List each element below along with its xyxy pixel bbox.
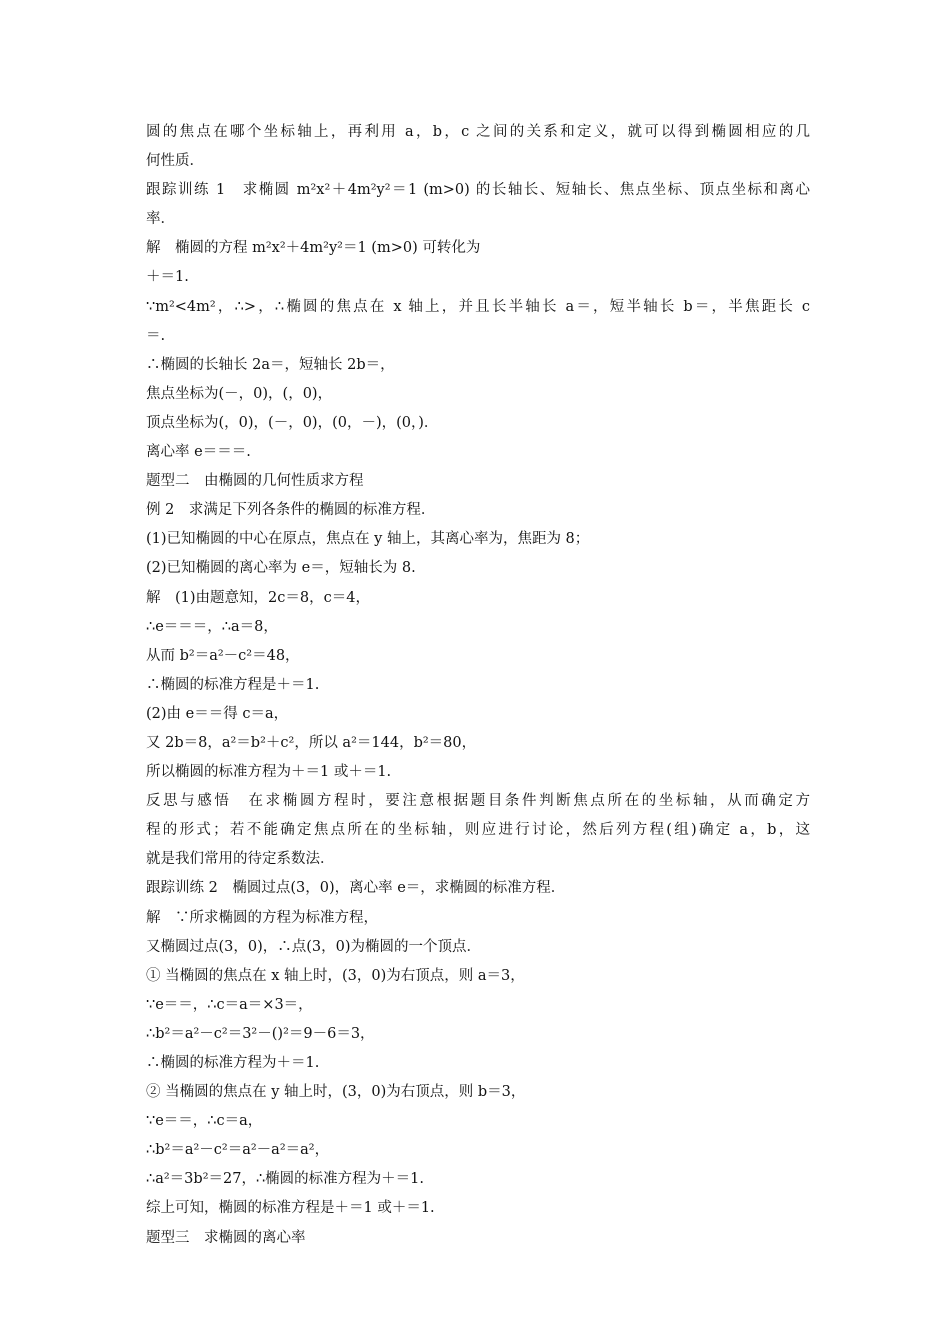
text-line: ＝. <box>146 327 166 344</box>
text-line: ∴e＝＝＝，∴a＝8， <box>146 618 278 635</box>
text-line: 程的形式；若不能确定焦点所在的坐标轴，则应进行讨论，然后列方程(组)确定 a，b，这 <box>146 822 810 839</box>
text-line: 圆的焦点在哪个坐标轴上，再利用 a，b，c 之间的关系和定义，就可以得到椭圆相应的几 <box>146 124 810 140</box>
text-line: 所以椭圆的标准方程为＋＝1 或＋＝1. <box>146 764 392 781</box>
text-line: 解 (1)由题意知，2c＝8，c＝4， <box>146 589 370 606</box>
text-line: 顶点坐标为(，0)，(－，0)，(0，－)，(0，)． <box>146 414 439 431</box>
text-line: ∴椭圆的标准方程为＋＝1. <box>146 1055 320 1071</box>
text-line: 何性质． <box>146 153 204 170</box>
text-line: (1)已知椭圆的中心在原点，焦点在 y 轴上，其离心率为，焦距为 8； <box>146 531 590 548</box>
text-line: 题型二 由椭圆的几何性质求方程 <box>146 473 364 490</box>
text-line: 又 2b＝8，a²＝b²＋c²，所以 a²＝144，b²＝80， <box>146 734 477 751</box>
text-line: 例 2 求满足下列各条件的椭圆的标准方程． <box>146 502 436 519</box>
text-line: ∵m²<4m²，∴>，∴椭圆的焦点在 x 轴上，并且长半轴长 a＝，短半轴长 b＝，半焦距长 c <box>146 298 810 315</box>
text-line: 就是我们常用的待定系数法． <box>146 851 335 868</box>
text-line: 反思与感悟 在求椭圆方程时，要注意根据题目条件判断焦点所在的坐标轴，从而确定方 <box>146 793 810 810</box>
text-line: (2)已知椭圆的离心率为 e＝，短轴长为 8. <box>146 560 416 577</box>
text-line: ∴椭圆的标准方程是＋＝1. <box>146 676 320 693</box>
text-line: 焦点坐标为(－，0)，(，0)， <box>146 385 333 402</box>
document-body <box>146 118 810 1253</box>
text-line: 跟踪训练 1 求椭圆 m²x²＋4m²y²＝1 (m>0) 的长轴长、短轴长、焦点坐标、顶点坐标和离心 <box>146 182 810 199</box>
text-line: 解 椭圆的方程 m²x²＋4m²y²＝1 (m>0) 可转化为 <box>146 240 481 257</box>
text-line: ∴椭圆的长轴长 2a＝，短轴长 2b＝， <box>146 356 395 373</box>
text-line: ① 当椭圆的焦点在 x 轴上时，(3，0)为右顶点，则 a＝3， <box>146 967 525 984</box>
text-line: 率． <box>146 211 175 228</box>
text-line: 又椭圆过点(3，0)，∴点(3，0)为椭圆的一个顶点． <box>146 938 482 955</box>
text-line: ∴b²＝a²－c²＝3²－()²＝9－6＝3， <box>146 1025 375 1042</box>
text-line: (2)由 e＝＝得 c＝a， <box>146 705 289 722</box>
document-page <box>146 118 810 1253</box>
text-line: 离心率 e＝＝＝. <box>146 444 251 461</box>
text-line: ∴b²＝a²－c²＝a²－a²＝a²， <box>146 1142 330 1159</box>
text-line: ∵e＝＝，∴c＝a＝×3＝， <box>146 996 313 1013</box>
text-line: 题型三 求椭圆的离心率 <box>146 1229 306 1246</box>
text-line: 从而 b²＝a²－c²＝48， <box>146 647 300 664</box>
text-line: ∵e＝＝，∴c＝a， <box>146 1113 263 1130</box>
text-line: 解 ∵所求椭圆的方程为标准方程， <box>146 909 378 926</box>
text-line: ∴a²＝3b²＝27，∴椭圆的标准方程为＋＝1. <box>146 1171 425 1188</box>
text-line: 跟踪训练 2 椭圆过点(3，0)，离心率 e＝，求椭圆的标准方程． <box>146 880 566 897</box>
text-line: ＋＝1. <box>146 269 189 286</box>
text-line: 综上可知，椭圆的标准方程是＋＝1 或＋＝1. <box>146 1200 435 1217</box>
text-line: ② 当椭圆的焦点在 y 轴上时，(3，0)为右顶点，则 b＝3， <box>146 1084 526 1101</box>
